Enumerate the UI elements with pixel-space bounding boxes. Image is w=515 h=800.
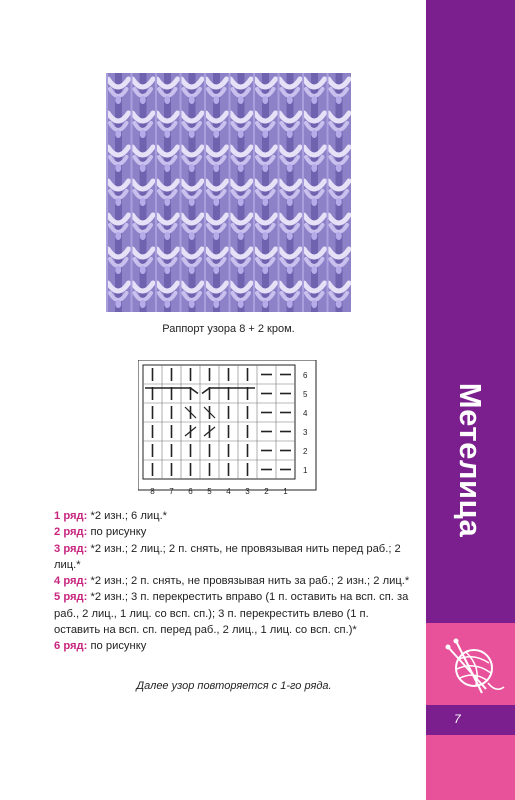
chart-column-number: 4 [226, 487, 231, 495]
row-text: *2 изн.; 2 лиц.; 2 п. снять, не провязывая нить перед раб.; 2 лиц.* [54, 542, 401, 571]
pattern-repeat-caption: Раппорт узора 8 + 2 кром. [162, 323, 295, 335]
row-label: 5 ряд: [54, 591, 88, 604]
row-label: 4 ряд: [54, 575, 88, 588]
knitting-texture-image [106, 73, 351, 312]
row-text: *2 изн.; 6 лиц.* [87, 510, 168, 522]
row-text: *2 изн.; 3 п. перекрестить вправо (1 п. оставить на всп. сп. за раб., 2 лиц., 1 лиц. со всп. сп.); 3 п. перекрестить влево (1 п. оставить на всп. сп. перед раб., 2 лиц., 1 лиц. со всп. сп.)* [54, 591, 409, 637]
knitting-sample-photo [106, 73, 351, 312]
row-2-instruction [54, 524, 414, 540]
chart-column-labels [150, 487, 288, 495]
row-label: 3 ряд: [54, 542, 88, 555]
yarn-ball-icon [426, 623, 515, 705]
row-label: 1 ряд: [54, 510, 88, 522]
chart-column-number: 6 [188, 487, 193, 495]
chart-row-labels [303, 371, 308, 475]
row-4-instruction [54, 573, 414, 589]
row-text: по рисунку [87, 640, 147, 653]
chart-column-number: 8 [150, 487, 155, 495]
sidebar-bottom-band [426, 735, 515, 800]
chart-column-number: 1 [283, 487, 288, 495]
chart-row-number: 3 [303, 428, 308, 437]
chart-row-number: 4 [303, 409, 308, 418]
chart-column-number: 5 [207, 487, 212, 495]
row-label: 2 ряд: [54, 526, 88, 539]
chart-column-number: 3 [245, 487, 250, 495]
row-text: по рисунку [87, 526, 147, 539]
chart-row-number: 1 [303, 466, 308, 475]
row-instructions [54, 508, 414, 655]
sidebar-title-area [426, 160, 515, 623]
sidebar-icon-band [426, 623, 515, 705]
chart-row-number: 6 [303, 371, 308, 380]
chart-row-number: 2 [303, 447, 308, 456]
row-6-instruction [54, 638, 414, 654]
row-1-instruction [54, 508, 414, 524]
row-text: *2 изн.; 2 п. снять, не провязывая нить за раб.; 2 изн.; 2 лиц.* [87, 575, 410, 588]
page-number-band [426, 705, 515, 735]
knitting-chart [138, 360, 328, 500]
chart-column-number: 7 [169, 487, 174, 495]
pattern-title: Метелица [453, 382, 488, 538]
row-5-instruction [54, 589, 414, 638]
repeat-note: Далее узор повторяется с 1-го ряда. [136, 680, 332, 692]
chart-column-number: 2 [264, 487, 269, 495]
row-3-instruction [54, 541, 414, 574]
chart-grid [143, 365, 295, 479]
chart-row-number: 5 [303, 390, 308, 399]
knitting-chart-svg [138, 360, 328, 495]
chart-frame [138, 360, 316, 490]
row-label: 6 ряд: [54, 640, 88, 653]
sidebar-title-band [426, 0, 515, 623]
page-number: 7 [454, 712, 461, 726]
